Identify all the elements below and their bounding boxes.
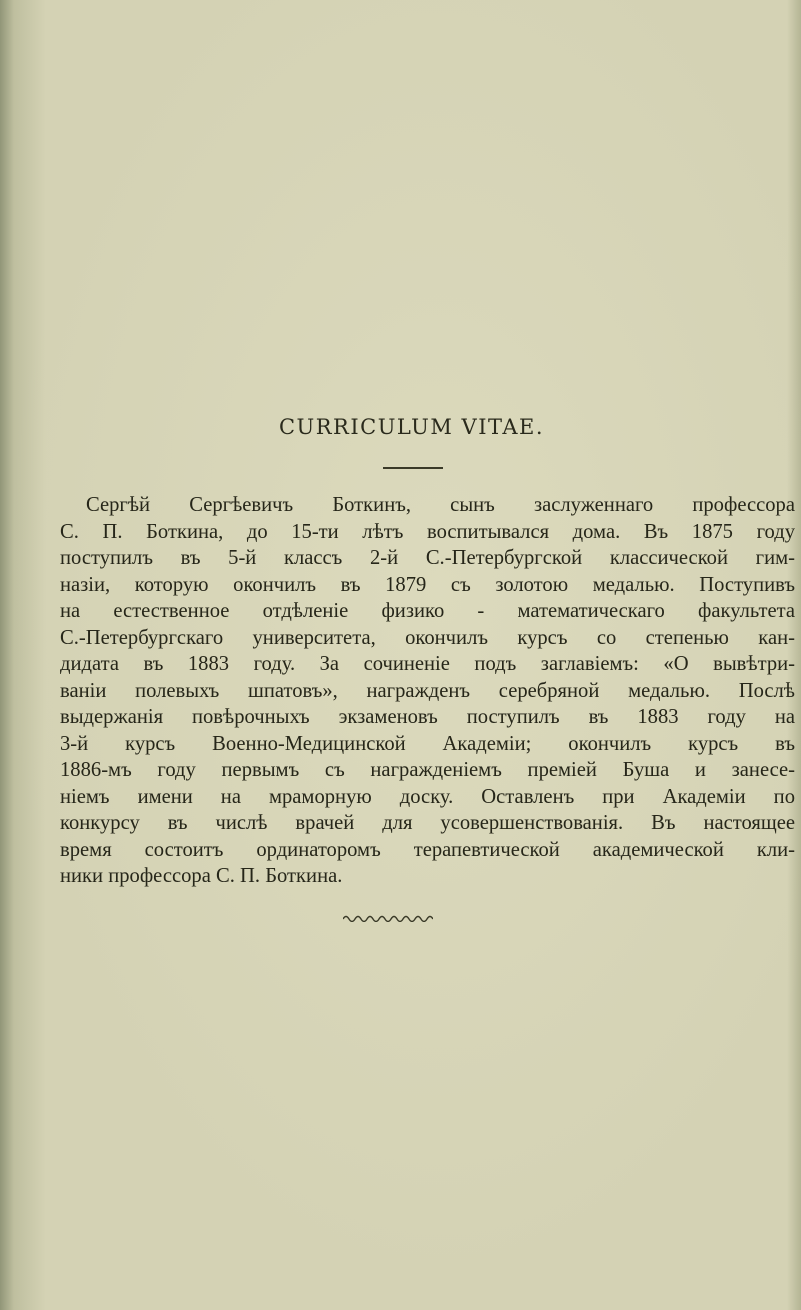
paragraph-line: конкурсу въ числѣ врачей для усовершенствованія. Въ настоящее	[60, 812, 795, 834]
page-heading: CURRICULUM VITAE.	[278, 415, 545, 439]
paragraph-line: поступилъ въ 5-й классъ 2-й С.-Петербургской классической гим-	[60, 547, 795, 569]
paragraph-line: ніемъ имени на мраморную доску. Оставленъ при Академіи по	[60, 785, 795, 808]
paragraph-line: на естественное отдѣленіе физико - математическаго факультета	[60, 600, 795, 622]
paragraph-line: С. П. Боткина, до 15-ти лѣтъ воспитывался дома. Въ 1875 году	[60, 520, 795, 543]
paragraph-line: 3-й курсъ Военно-Медицинской Академіи; окончилъ курсъ въ	[60, 732, 795, 755]
paragraph-line: время состоитъ ординаторомъ терапевтической академической кли-	[60, 838, 795, 861]
heading-rule	[383, 467, 443, 469]
paragraph-line: 1886-мъ году первымъ съ награжденіемъ преміей Буша и занесе-	[60, 759, 795, 781]
paragraph-line: ваніи полевыхъ шпатовъ», награжденъ серебряной медалью. Послѣ	[60, 679, 795, 702]
wavy-ornament-divider	[343, 912, 433, 922]
paragraph-line: дидата въ 1883 году. За сочиненіе подъ заглавіемъ: «О вывѣтри-	[60, 653, 795, 675]
paragraph-line: С.-Петербургскаго университета, окончилъ курсъ со степенью кан-	[60, 626, 795, 649]
paragraph-line: выдержанія повѣрочныхъ экзаменовъ поступилъ въ 1883 году на	[60, 706, 795, 728]
paragraph-line: Сергѣй Сергѣевичъ Боткинъ, сынъ заслуженнаго профессора	[86, 494, 795, 516]
paragraph-line: назіи, которую окончилъ въ 1879 съ золотою медалью. Поступивъ	[60, 573, 795, 596]
biography-paragraph	[60, 492, 795, 890]
paragraph-line: ники профессора С. П. Боткина.	[60, 865, 343, 887]
